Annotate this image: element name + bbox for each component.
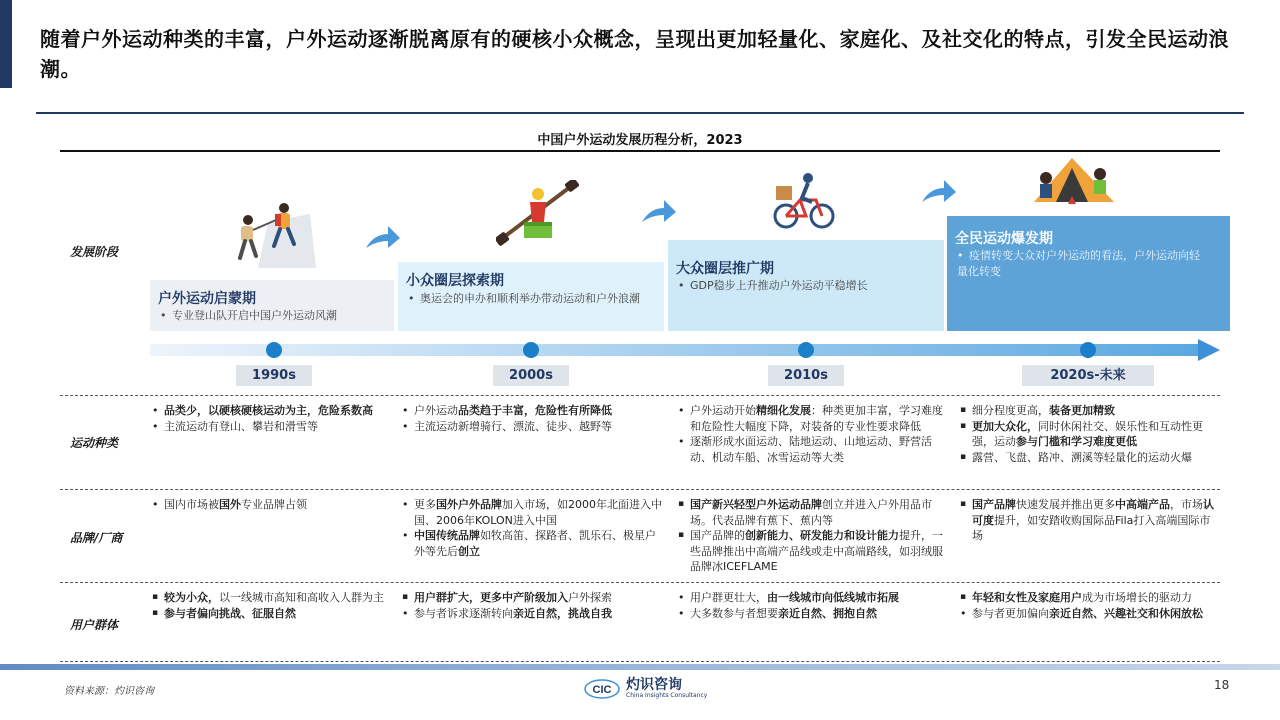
list-item: • 主流运动有登山、攀岩和滑雪等 bbox=[150, 419, 390, 435]
list-item: ▪ 国产新兴轻型户外运动品牌创立并进入户外用品市场。代表品牌有蕉下、蕉内等 bbox=[676, 497, 944, 528]
table-divider-2 bbox=[60, 582, 1220, 583]
row-label-sports: 运动种类 bbox=[70, 436, 119, 450]
list-item: ▪ 国产品牌快速发展并推出更多中高端产品，市场认可度提升，如安踏收购国际品Fila打入高端国际市场 bbox=[958, 497, 1220, 544]
list-item: • 更多国外户外品牌加入市场，如2000年北面进入中国、2006年KOLON进入中国 bbox=[400, 497, 662, 528]
row-label-users: 用户群体 bbox=[70, 618, 119, 632]
list-item: • 逐渐形成水面运动、陆地运动、山地运动、野营活动、机动车船、冰雪运动等大类 bbox=[676, 434, 944, 465]
stage-card-4 bbox=[947, 216, 1230, 331]
row-label-brands: 品牌/厂商 bbox=[70, 531, 123, 545]
timeline-arrowhead-icon bbox=[1198, 339, 1220, 361]
source-note: 资料来源：灼识咨询 bbox=[64, 686, 154, 697]
list-item: ▪ 更加大众化，同时休闲社交、娱乐性和互动性更强，运动参与门槛和学习难度更低 bbox=[958, 419, 1220, 450]
sports-cell-1990s bbox=[150, 403, 390, 434]
list-item: • 大多数参与者想要亲近自然、拥抱自然 bbox=[676, 606, 944, 622]
list-item: ▪ 参与者偏向挑战、征服自然 bbox=[150, 606, 390, 622]
list-item: ▪ 细分程度更高，装备更加精致 bbox=[958, 403, 1220, 419]
stage-card-1 bbox=[150, 280, 394, 331]
title-accent-bar bbox=[0, 0, 12, 88]
chart-title: 中国户外运动发展历程分析，2023 bbox=[537, 133, 743, 148]
list-item: ▪ 年轻和女性及家庭用户成为市场增长的驱动力 bbox=[958, 590, 1220, 606]
svg-text:CIC: CIC bbox=[592, 684, 612, 696]
users-cell-2020s bbox=[958, 590, 1220, 621]
stage-name-2: 小众圈层探索期 bbox=[406, 273, 504, 289]
users-cell-1990s bbox=[150, 590, 390, 621]
timeline-dot-1990s bbox=[266, 342, 282, 358]
climbers-illustration bbox=[228, 196, 328, 274]
progress-arrow-2-icon bbox=[640, 198, 678, 226]
list-item: • 参与者诉求逐渐转向亲近自然，挑战自我 bbox=[400, 606, 662, 622]
list-item: • 主流运动新增骑行、漂流、徒步、越野等 bbox=[400, 419, 662, 435]
table-divider-top bbox=[60, 395, 1220, 396]
cic-logo-icon bbox=[584, 678, 620, 700]
company-logo bbox=[584, 678, 707, 700]
brands-cell-1990s bbox=[150, 497, 390, 513]
stage-card-2 bbox=[398, 262, 664, 331]
stage-desc-3: • GDP稳步上升推动户外运动平稳增长 bbox=[678, 279, 868, 292]
list-item: • 国内市场被国外专业品牌占领 bbox=[150, 497, 390, 513]
stage-desc-2: • 奥运会的申办和顺利举办带动运动和户外浪潮 bbox=[408, 292, 640, 305]
table-divider-1 bbox=[60, 489, 1220, 490]
kayaker-illustration bbox=[496, 180, 580, 250]
list-item: • 中国传统品牌如牧高笛、探路者、凯乐石、极星户外等先后创立 bbox=[400, 528, 662, 559]
list-item: • 户外运动开始精细化发展：种类更加丰富，学习难度和危险性大幅度下降，对装备的专业性要求降低 bbox=[676, 403, 944, 434]
users-cell-2010s bbox=[676, 590, 944, 621]
timeline-dot-2010s bbox=[798, 342, 814, 358]
list-item: • 户外运动品类趋于丰富，危险性有所降低 bbox=[400, 403, 662, 419]
progress-arrow-3-icon bbox=[920, 178, 958, 206]
timeline-dot-2000s bbox=[523, 342, 539, 358]
brands-cell-2000s bbox=[400, 497, 662, 559]
sports-cell-2020s bbox=[958, 403, 1220, 465]
stage-name-1: 户外运动启蒙期 bbox=[158, 291, 256, 307]
era-label-2020s: 2020s-未来 bbox=[1022, 365, 1154, 386]
page-headline: 随着户外运动种类的丰富，户外运动逐渐脱离原有的硬核小众概念，呈现出更加轻量化、家庭化、及社交化的特点，引发全民运动浪潮。 bbox=[40, 27, 1229, 81]
logo-english-name: China Insights Consultancy bbox=[626, 692, 708, 699]
list-item: ▪ 露营、飞盘、路冲、溯溪等轻量化的运动火爆 bbox=[958, 450, 1220, 466]
page-number: 18 bbox=[1214, 678, 1230, 692]
stage-name-4: 全民运动爆发期 bbox=[955, 231, 1053, 247]
stage-name-3: 大众圈层推广期 bbox=[676, 261, 774, 277]
logo-chinese-name: 灼识咨询 bbox=[626, 677, 682, 693]
list-item: • 品类少，以硬核硬核运动为主，危险系数高 bbox=[150, 403, 390, 419]
list-item: ▪ 国产品牌的创新能力、研发能力和设计能力提升，一些品牌推出中高端产品线或走中高端路线，如羽绒服品牌冰ICEFLAME bbox=[676, 528, 944, 575]
progress-arrow-1-icon bbox=[364, 224, 402, 252]
era-label-2010s: 2010s bbox=[768, 365, 844, 386]
footer-band bbox=[0, 664, 1280, 670]
users-cell-2000s bbox=[400, 590, 662, 621]
table-divider-bottom bbox=[60, 661, 1220, 662]
list-item: ▪ 用户群扩大，更多中产阶级加入户外探索 bbox=[400, 590, 662, 606]
timeline-dot-2020s bbox=[1080, 342, 1096, 358]
header-divider bbox=[36, 112, 1244, 114]
stage-desc-4: • 疫情转变大众对户外运动的看法，户外运动向轻量化转变 bbox=[957, 249, 1200, 278]
row-label-stage: 发展阶段 bbox=[70, 245, 119, 259]
camping-illustration bbox=[1028, 154, 1120, 210]
stage-desc-1: • 专业登山队开启中国户外运动风潮 bbox=[160, 309, 337, 322]
sports-cell-2010s bbox=[676, 403, 944, 465]
list-item: ▪ 较为小众，以一线城市高知和高收入人群为主 bbox=[150, 590, 390, 606]
timeline-bar bbox=[150, 344, 1200, 356]
brands-cell-2020s bbox=[958, 497, 1220, 544]
cyclist-illustration bbox=[772, 172, 836, 230]
era-label-1990s: 1990s bbox=[236, 365, 312, 386]
chart-title-rule bbox=[60, 150, 1220, 152]
sports-cell-2000s bbox=[400, 403, 662, 434]
list-item: • 用户群更壮大，由一线城市向低线城市拓展 bbox=[676, 590, 944, 606]
stage-card-3 bbox=[668, 240, 944, 331]
list-item: • 参与者更加偏向亲近自然、兴趣社交和休闲放松 bbox=[958, 606, 1220, 622]
brands-cell-2010s bbox=[676, 497, 944, 575]
era-label-2000s: 2000s bbox=[493, 365, 569, 386]
